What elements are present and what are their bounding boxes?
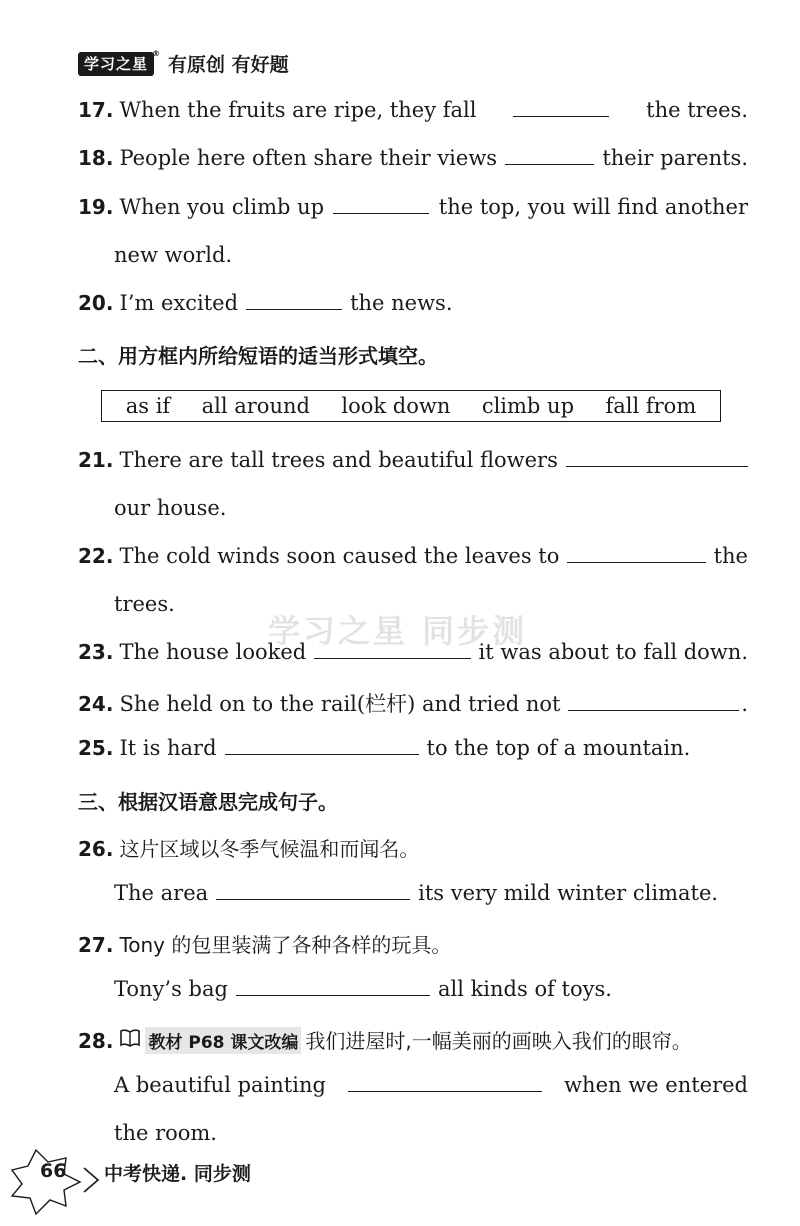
question-24: 24. She held on to the rail(栏杆) and tried not . (78, 692, 748, 716)
answer-blank[interactable] (513, 98, 609, 117)
phrase: fall from (605, 394, 697, 418)
question-20: 20. I’m excited the news. (78, 291, 453, 315)
page-number: 66 (40, 1160, 67, 1182)
page-header (78, 50, 289, 77)
question-26: 26. 这片区域以冬季气候温和而闻名。 (78, 837, 420, 861)
page-footer (0, 1140, 340, 1220)
answer-blank[interactable] (314, 640, 470, 659)
phrase: as if (125, 394, 171, 418)
question-22: 22. The cold winds soon caused the leaves to the (78, 544, 748, 568)
question-21: 21. There are tall trees and beautiful flowers (78, 448, 748, 472)
textbook-tag: 教材 P68 课文改编 (145, 1027, 301, 1054)
question-25: 25. It is hard to the top of a mountain. (78, 736, 691, 760)
answer-blank[interactable] (225, 736, 419, 755)
question-28: 28. 教材 P68 课文改编 我们进屋时,一幅美丽的画映入我们的眼帘。 (78, 1029, 692, 1053)
question-17: 17. When the fruits are ripe, they fall the trees. (78, 98, 748, 122)
question-26-english: The area its very mild winter climate. (114, 881, 719, 905)
section-2-title: 二、用方框内所给短语的适当形式填空。 (78, 344, 438, 368)
question-27: 27. Tony 的包里装满了各种各样的玩具。 (78, 933, 452, 957)
answer-blank[interactable] (333, 195, 429, 214)
answer-blank[interactable] (505, 146, 594, 165)
watermark: 学习之星 同步测 (268, 612, 528, 650)
brand-logo: 学习之星 ® (78, 52, 154, 76)
question-18: 18. People here often share their views their parents. (78, 146, 748, 170)
question-19-continued: new world. (114, 243, 233, 267)
answer-blank[interactable] (348, 1073, 542, 1092)
question-23: 23. The house looked it was about to fall down. (78, 640, 748, 664)
answer-blank[interactable] (216, 881, 410, 900)
question-28-continued: the room. (114, 1121, 217, 1145)
question-19: 19. When you climb up the top, you will find another (78, 195, 748, 219)
phrase: climb up (481, 394, 575, 418)
answer-blank[interactable] (568, 692, 739, 711)
phrase-box (101, 390, 721, 422)
header-tagline: 有原创 有好题 (168, 54, 289, 76)
section-3-title: 三、根据汉语意思完成句子。 (78, 790, 338, 814)
phrase: look down (341, 394, 451, 418)
question-27-english: Tony’s bag all kinds of toys. (114, 977, 612, 1001)
phrase: all around (201, 394, 310, 418)
question-21-continued: our house. (114, 496, 227, 520)
answer-blank[interactable] (566, 448, 748, 467)
book-icon (119, 1028, 141, 1048)
answer-blank[interactable] (567, 544, 705, 563)
answer-blank[interactable] (246, 291, 342, 310)
question-28-english: A beautiful painting when we entered (114, 1073, 748, 1097)
answer-blank[interactable] (236, 977, 430, 996)
footer-title: 中考快递. 同步测 (104, 1163, 251, 1185)
question-22-continued: trees. (114, 592, 175, 616)
